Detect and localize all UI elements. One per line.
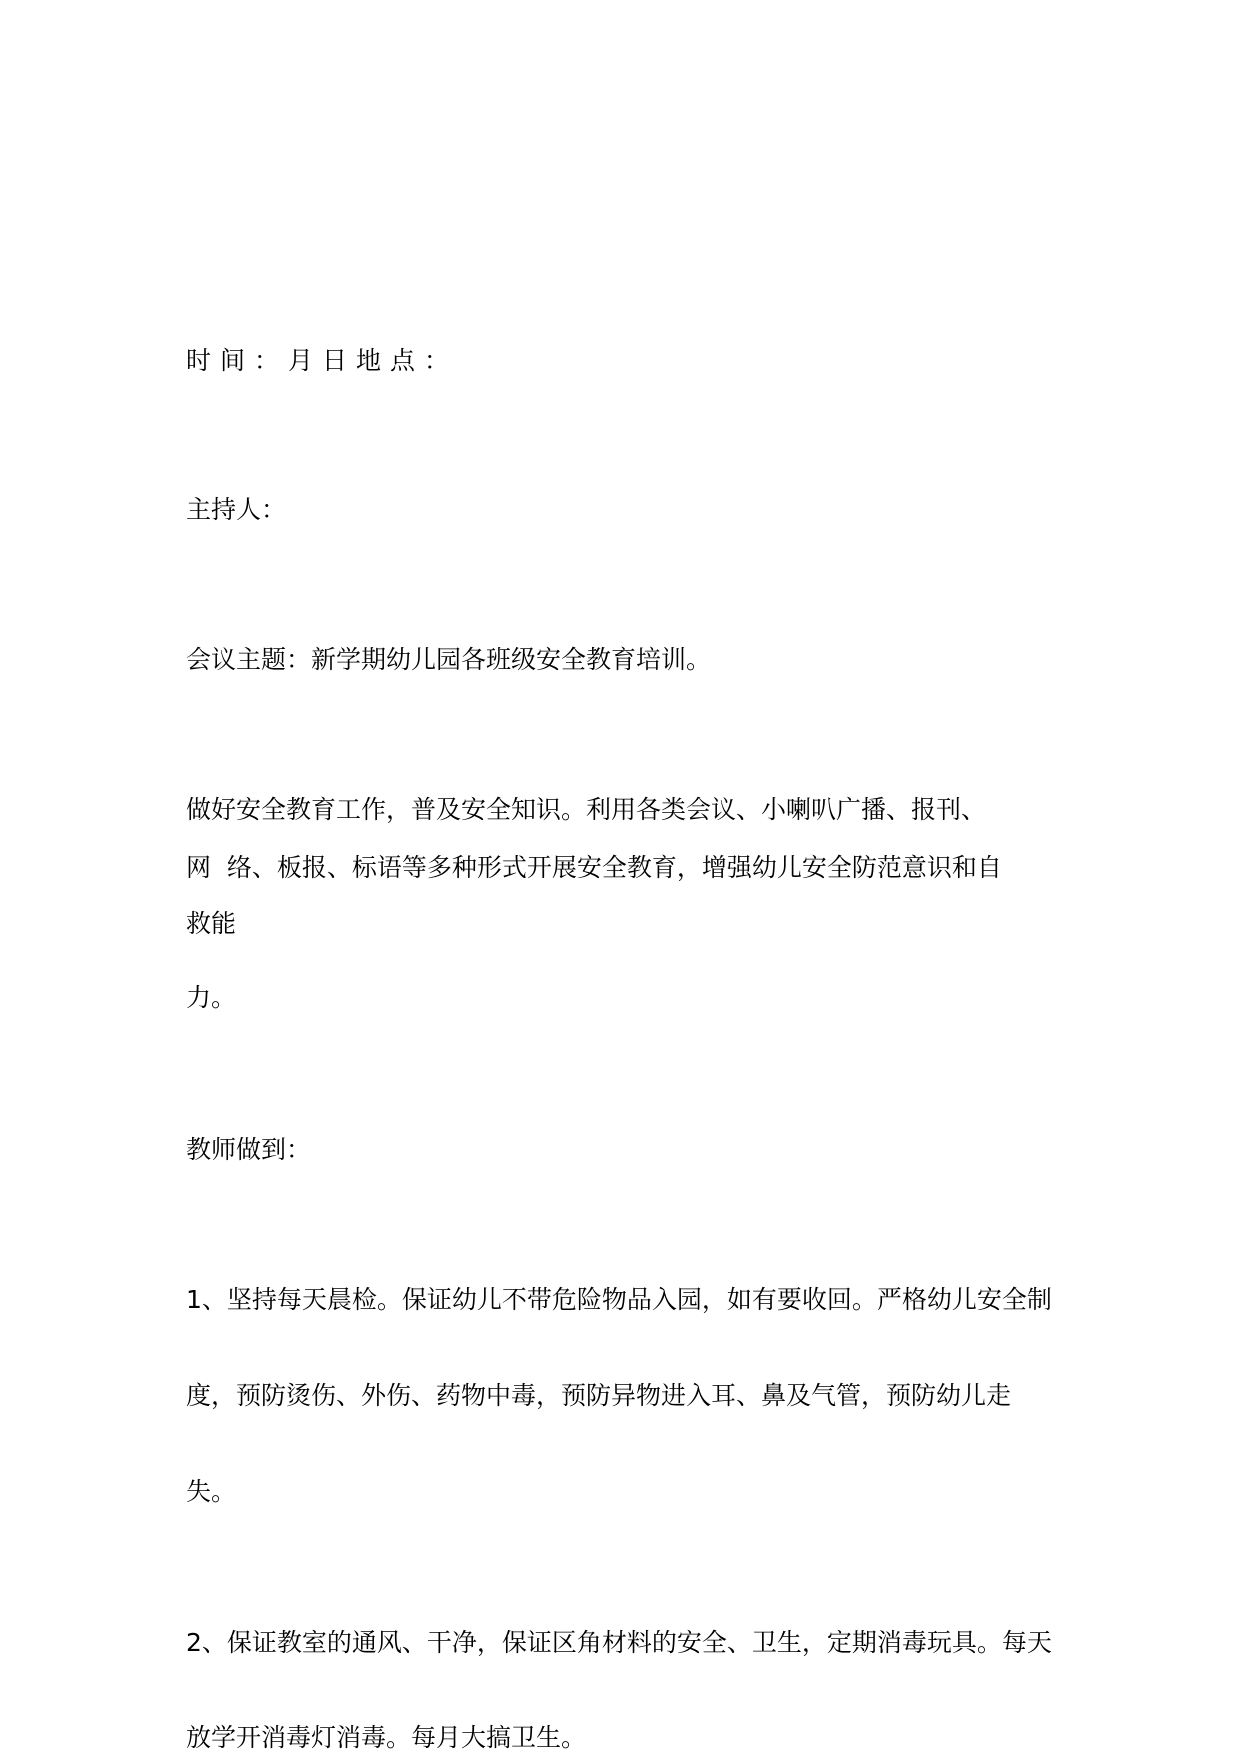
paragraph-line: 做好安全教育工作，普及安全知识。利用各类会议、小喇叭广播、报刊、 [186, 795, 987, 824]
list-item-line: 度，预防烫伤、外伤、药物中毒，预防异物进入耳、鼻及气管，预防幼儿走 [186, 1381, 1012, 1410]
paragraph-line: 网 络、板报、标语等多种形式开展安全教育，增强幼儿安全防范意识和自 [186, 853, 1002, 882]
time-location-line: 时间：月日地点： [186, 346, 459, 375]
host-line: 主持人： [186, 495, 287, 524]
meeting-theme-line: 会议主题：新学期幼儿园各班级安全教育培训。 [186, 645, 712, 674]
list-item-line: 放学开消毒灯消毒。每月大搞卫生。 [186, 1723, 587, 1752]
teachers-heading: 教师做到： [186, 1135, 312, 1164]
paragraph-line: 力。 [186, 983, 237, 1012]
paragraph-line: 救能 [186, 909, 237, 938]
list-item-line: 失。 [186, 1477, 237, 1506]
list-item-line: 1、坚持每天晨检。保证幼儿不带危险物品入园，如有要收回。严格幼儿安全制 [186, 1285, 1052, 1314]
list-item-line: 2、保证教室的通风、干净，保证区角材料的安全、卫生，定期消毒玩具。每天 [186, 1628, 1052, 1657]
